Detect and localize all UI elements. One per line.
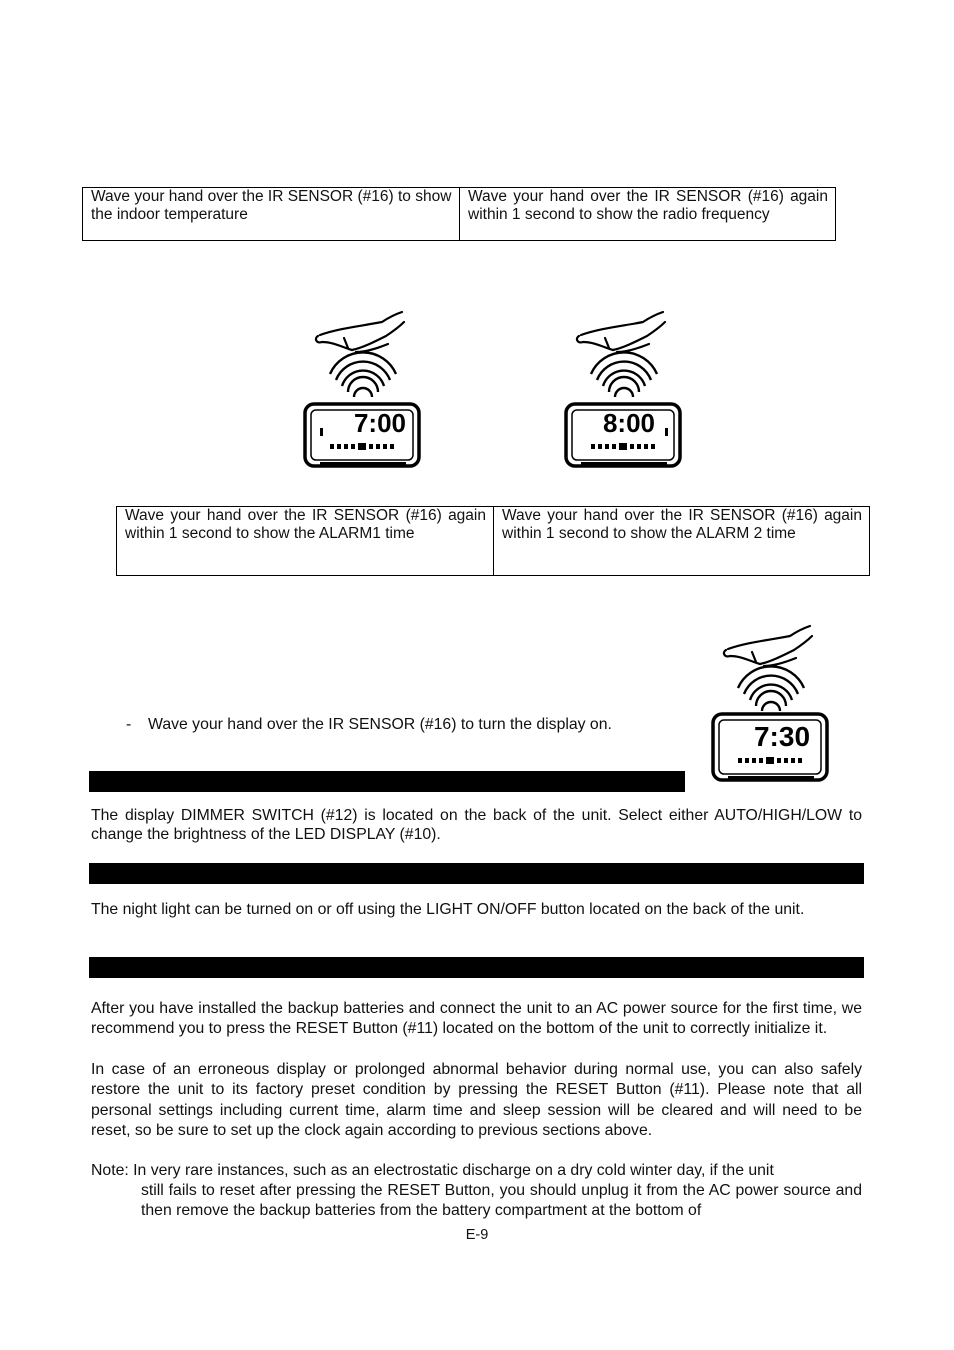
section-heading-bar-night-light — [89, 863, 864, 884]
display-on-time: 7:30 — [753, 721, 811, 752]
reset-paragraph-2: In case of an erroneous display or prolonged abnormal behavior during normal use, you can also safely restore the unit to its factory preset condition by pressing the RESET Button (#11). Please note that all personal settings including current time, alarm time and sleep session will be cleared and will need to be reset, so be sure to set up the clock again according to previous sections above. — [91, 1061, 862, 1139]
caption-table-1 — [82, 187, 836, 241]
reset-note — [91, 1161, 862, 1181]
alarm2-figure — [561, 308, 686, 474]
night-light-paragraph: The night light can be turned on or off using the LIGHT ON/OFF button located on the back of the unit. — [91, 901, 805, 918]
alarm1-time-display: 7:00 — [353, 408, 407, 438]
alarm2-time-display: 8:00 — [602, 408, 656, 438]
reset-note-continued: still fails to reset after pressing the RESET Button, you should unplug it from the AC power source and then remove the backup batteries from the battery compartment at the bottom of — [141, 1182, 862, 1220]
alarm1-figure — [300, 308, 425, 474]
caption-indoor-temperature: Wave your hand over the IR SENSOR (#16) to show the indoor temperature — [83, 188, 460, 241]
section-heading-bar-dimmer — [89, 771, 685, 792]
note-label: Note: — [91, 1162, 129, 1179]
caption-radio-frequency: Wave your hand over the IR SENSOR (#16) again within 1 second to show the radio frequency — [460, 188, 836, 241]
bullet-dash: - — [126, 716, 132, 733]
note-first-line: In very rare instances, such as an electrostatic discharge on a dry cold winter day, if the unit — [133, 1162, 774, 1179]
hand-icon — [724, 626, 812, 666]
section-heading-bar-reset — [89, 957, 864, 978]
caption-alarm1: Wave your hand over the IR SENSOR (#16) again within 1 second to show the ALARM1 time — [117, 507, 494, 576]
page-number: E-9 — [465, 1227, 489, 1243]
dimmer-paragraph: The display DIMMER SWITCH (#12) is located on the back of the unit. Select either AUTO/HIGH/LOW to change the brightness of the LED DISPLAY (#10). — [91, 807, 862, 843]
display-on-bullet — [126, 715, 686, 735]
reset-paragraph-1: After you have installed the backup batteries and connect the unit to an AC power source for the first time, we recommend you to press the RESET Button (#11) located on the bottom of the unit to correctly initialize it. — [91, 1000, 862, 1038]
ir-wave-icon — [330, 352, 396, 397]
hand-icon — [316, 312, 404, 352]
ir-wave-icon — [738, 666, 804, 711]
hand-icon — [577, 312, 665, 352]
display-on-figure — [708, 622, 833, 788]
ir-wave-icon — [591, 352, 657, 397]
display-on-text: Wave your hand over the IR SENSOR (#16) to turn the display on. — [148, 716, 612, 733]
caption-alarm2: Wave your hand over the IR SENSOR (#16) again within 1 second to show the ALARM 2 time — [494, 507, 870, 576]
caption-table-2 — [116, 506, 870, 576]
